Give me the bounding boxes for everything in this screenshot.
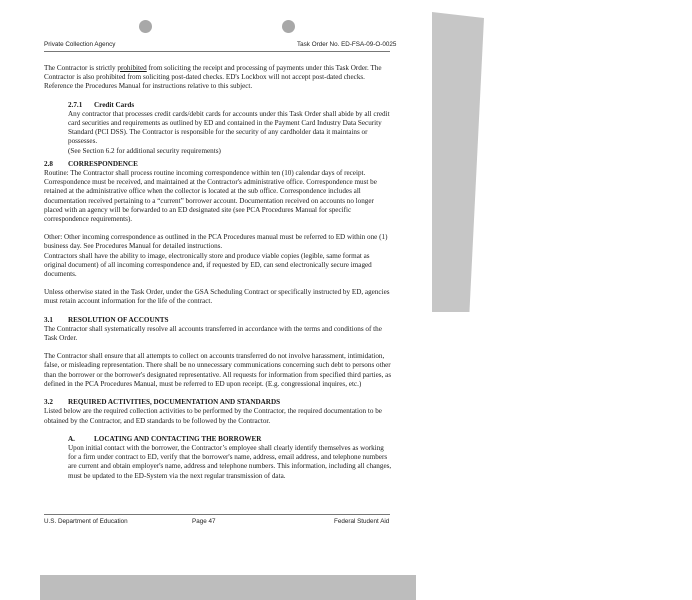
section-2-8-imaging: Contractors shall have the ability to image, electronically store and produce viable copies (legible, same format as original document) of all incoming correspondence and, if requested by ED, can send electronically secure imaged documents. [44,251,372,279]
footer-page-number: Page 47 [192,518,216,525]
section-3-2-heading [44,398,392,407]
section-a [44,435,392,481]
footer-fsa: Federal Student Aid [334,518,390,525]
section-2-7-1-text: Any contractor that processes credit cards/debit cards for accounts under this Task Order shall abide by all credit card securities and requirements as outlined by ED and contained in the Payment Card Industry Data Security Standard (PCI DSS). The Contractor is responsible for the security of any cardholder data it maintains or possesses. [68,109,390,146]
section-title: REQUIRED ACTIVITIES, DOCUMENTATION AND STANDARDS [68,398,281,407]
section-2-7-1 [44,101,392,156]
section-number: 2.8 [44,159,53,168]
section-a-heading [68,435,392,444]
section-2-8-routine: Routine: The Contractor shall process routine incoming correspondence within ten (10) calendar days of receipt. Correspondence must be received, and maintained at the Contractor's administrative office. Correspondence must be retained at the administrative office when the collector is located at the sub office. Correspondence includes all documentation received pertaining to a “current” borrower account. Documentation received on accounts no longer placed with an agency will be forwarded to an ED designated site (see PCA Procedures Manual for specific correspondence requirements). [44,169,377,224]
intro-paragraph [44,64,392,92]
footer-rule [44,514,390,515]
section-title: CORRESPONDENCE [68,159,138,168]
header-task-order: Task Order No. ED-FSA-09-O-0025 [297,41,397,48]
section-3-1-heading [44,316,392,325]
section-3-1-harassment: The Contractor shall ensure that all attempts to collect on accounts transferred do not involve harassment, intimidation, false, or misleading representation. There shall be no unnecessary communications concerning such debt to persons other than the borrower or the borrower's designated representative. All requests for information from specified third parties, as defined in the PCA Procedures Manual, must be referred to ED upon receipt. (E.g. congressional inquires, etc.) [44,352,392,388]
header-agency: Private Collection Agency [44,41,116,48]
section-2-7-1-note: (See Section 6.2 for additional security requirements) [68,146,221,155]
document-body [44,64,392,481]
intro-underlined-word: prohibited [117,64,147,72]
section-title: Credit Cards [94,100,135,109]
section-2-8-heading [44,160,392,169]
section-title: LOCATING AND CONTACTING THE BORROWER [94,434,262,443]
section-3-1-text: The Contractor shall systematically resolve all accounts transferred in accordance with the terms and conditions of the Task Order. [44,324,382,343]
scan-shadow-right [432,12,484,312]
header-rule [44,51,390,52]
section-2-8-retention: Unless otherwise stated in the Task Order, under the GSA Scheduling Contract or specifically instructed by ED, agencies must retain account information for the life of the contract. [44,288,390,306]
punch-hole-right [282,20,295,33]
section-3-2-text: Listed below are the required collection activities to be performed by the Contractor, the required documentation to be obtained by the Contractor, and ED standards to be followed by the Contractor. [44,407,382,425]
intro-text-post: from soliciting the receipt and processing of payments under this Task Order. The Contractor is also prohibited from soliciting post-dated checks. ED's Lockbox will not accept post-dated checks. Reference the Procedures Manual for instructions relative to this subject. [44,64,382,91]
section-number: 3.1 [44,315,53,324]
section-number: 2.7.1 [68,100,83,109]
punch-hole-left [139,20,152,33]
section-number: 3.2 [44,398,53,407]
section-a-text: Upon initial contact with the borrower, the Contractor’s employee shall clearly identify themselves as working for a firm under contract to ED, verify that the borrower's name, address, email address, and telephone numbers are current and obtain employer's name, address and telephone numbers. This information, including all changes, must be updated to the ED-System via the next regular transmission of data. [68,443,392,480]
intro-text-pre: The Contractor is strictly [44,64,118,72]
section-number: A. [68,434,75,443]
section-2-7-1-heading [68,101,392,110]
section-2-8-other: Other: Other incoming correspondence as outlined in the PCA Procedures manual must be referred to ED within one (1) business day. See Procedures Manual for detailed instructions. [44,233,388,251]
section-title: RESOLUTION OF ACCOUNTS [68,315,169,324]
footer-department: U.S. Department of Education [44,518,128,525]
